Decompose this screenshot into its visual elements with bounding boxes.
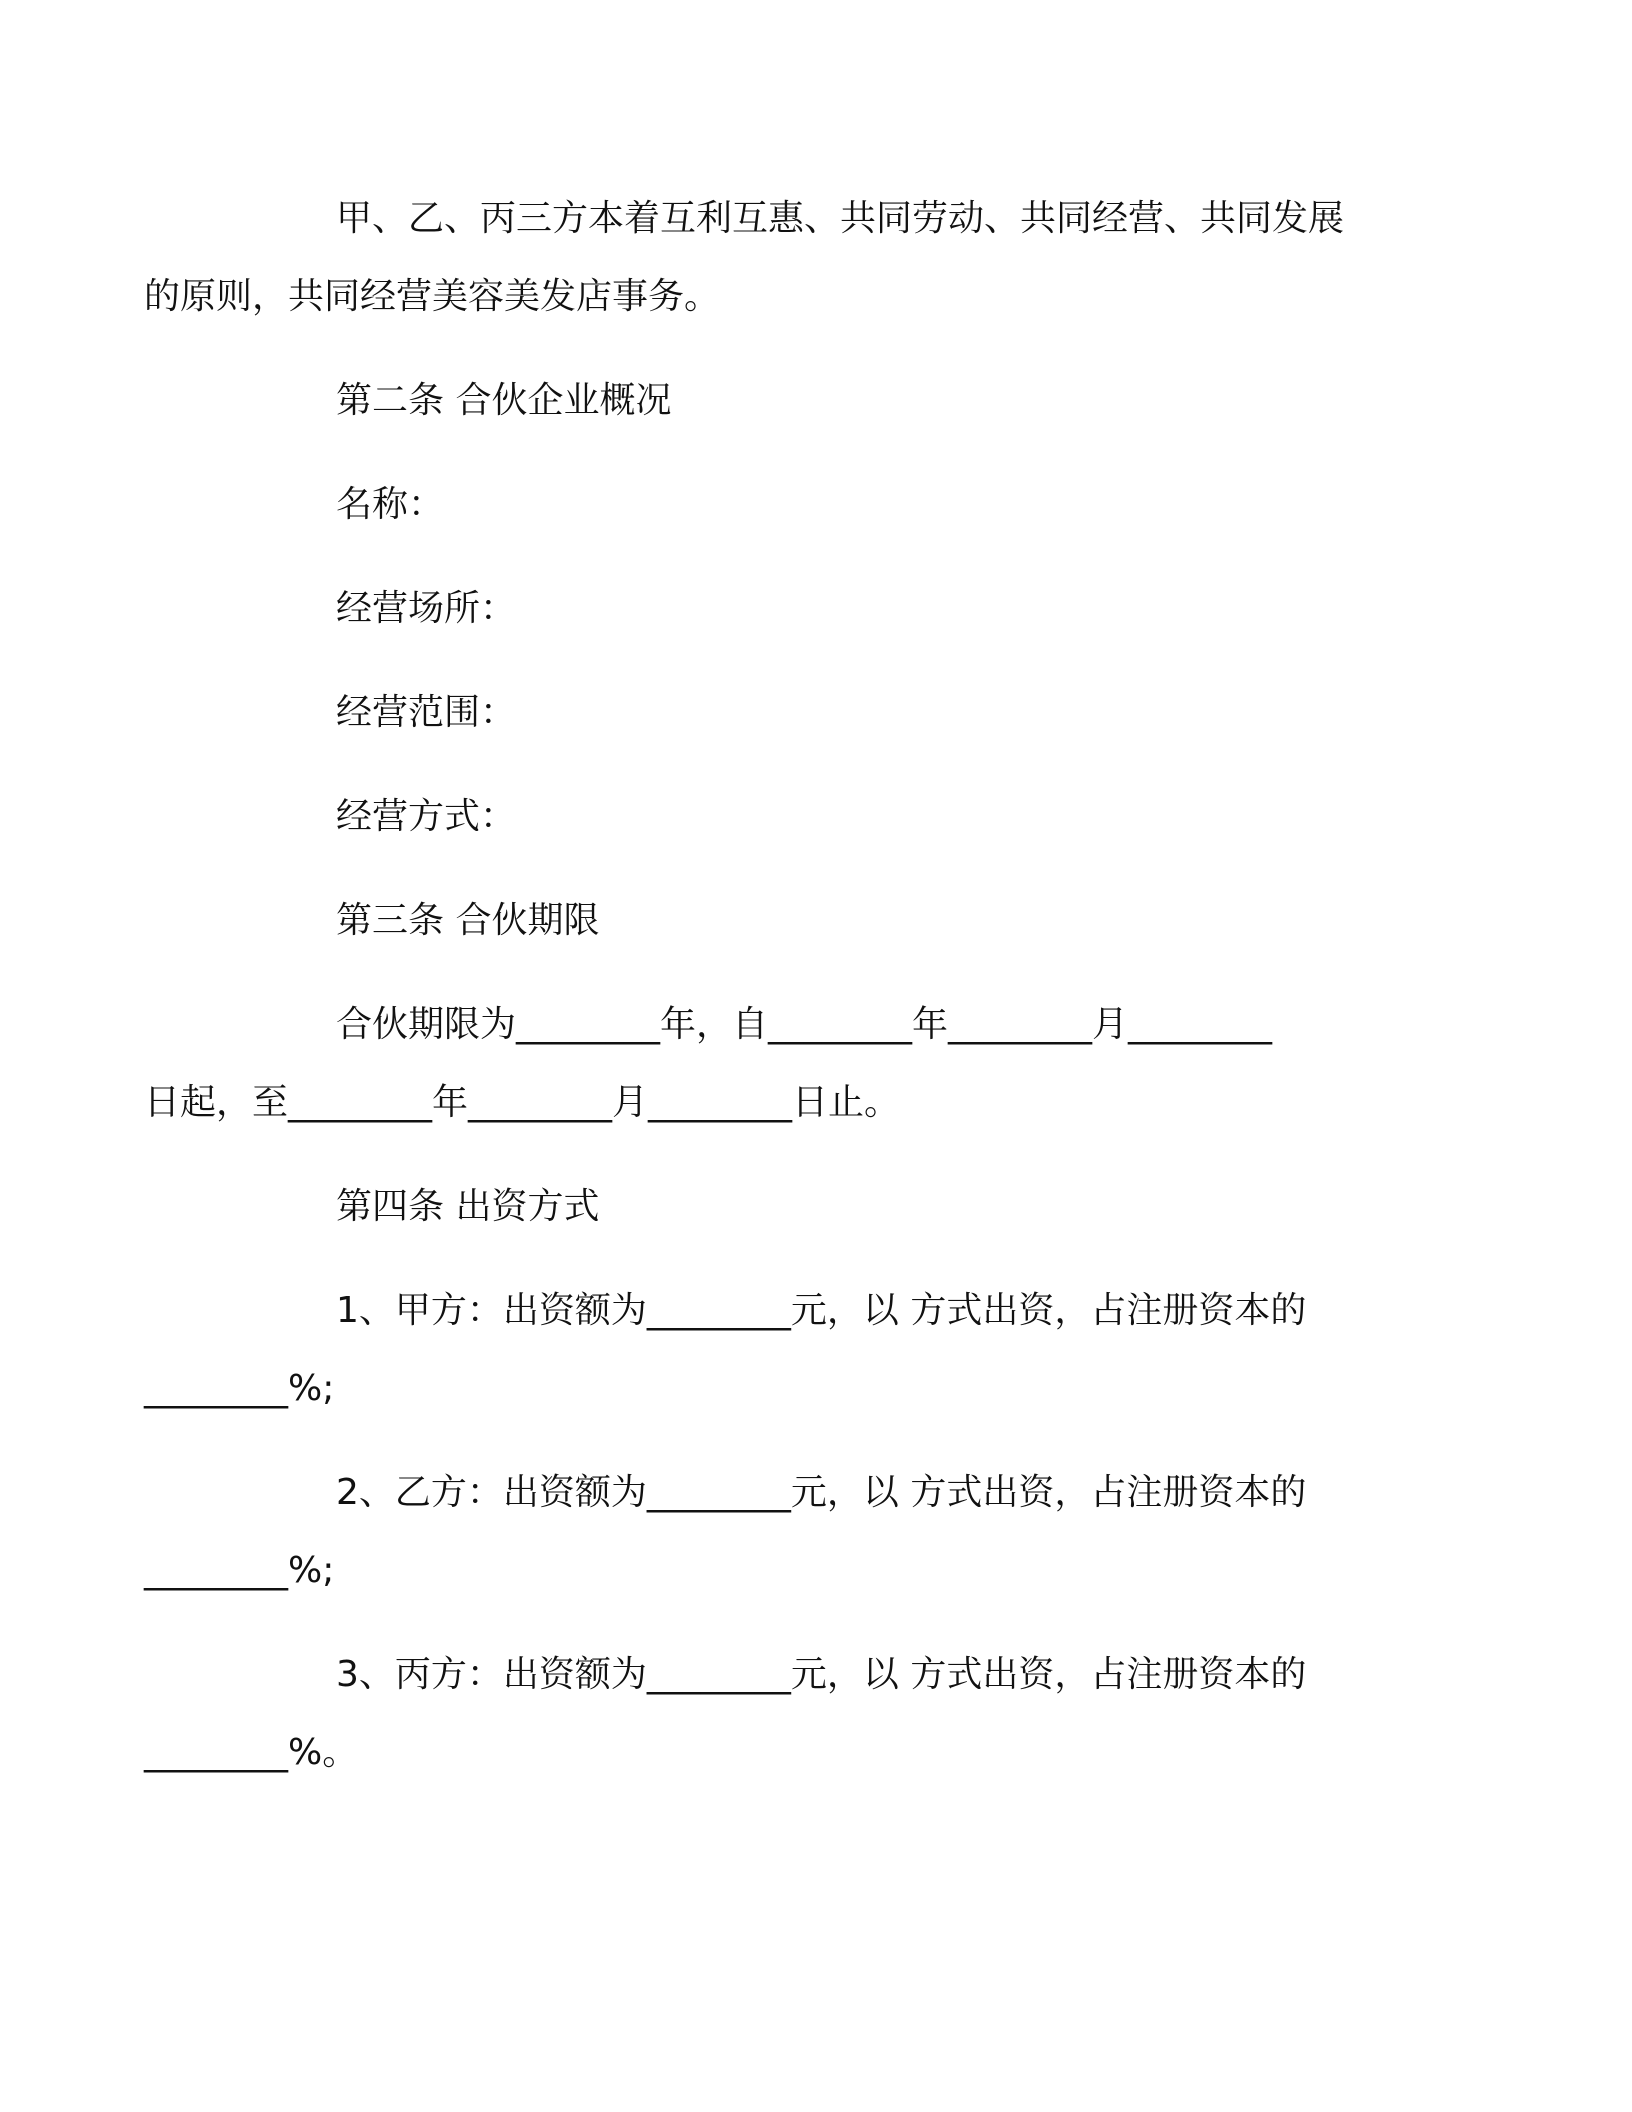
field-mode-label: 经营方式：: [336, 796, 517, 837]
term-line-1: 合伙期限为________年，自________年________月________: [336, 1004, 1273, 1045]
party-c-line-2: ________%。: [144, 1732, 359, 1773]
party-c-paragraph: [144, 1636, 1370, 1792]
field-scope-label: 经营范围：: [336, 692, 517, 733]
principle-line-1: 甲、乙、丙三方本着互利互惠、共同劳动、共同经营、共同发展: [336, 198, 1345, 239]
party-b-line-2: ________%;: [144, 1550, 335, 1591]
document-page: [144, 180, 1370, 1818]
party-a-line-1: 1、甲方：出资额为________元，以 方式出资，占注册资本的: [336, 1290, 1307, 1331]
field-mode: [240, 778, 1370, 856]
article-3-heading: [240, 882, 1370, 960]
article-3-heading-text: 第三条 合伙期限: [336, 900, 600, 941]
principle-paragraph: [144, 180, 1370, 336]
party-a-paragraph: [144, 1272, 1370, 1428]
field-name-label: 名称：: [336, 484, 445, 525]
field-location-label: 经营场所：: [336, 588, 517, 629]
article-4-heading: [240, 1168, 1370, 1246]
term-paragraph: [144, 986, 1370, 1142]
party-b-line-1: 2、乙方：出资额为________元，以 方式出资，占注册资本的: [336, 1472, 1307, 1513]
article-2-heading-text: 第二条 合伙企业概况: [336, 380, 672, 421]
term-line-2: 日起，至________年________月________日止。: [144, 1082, 901, 1123]
field-name: [240, 466, 1370, 544]
field-scope: [240, 674, 1370, 752]
party-a-line-2: ________%;: [144, 1368, 335, 1409]
party-b-paragraph: [144, 1454, 1370, 1610]
principle-line-2: 的原则，共同经营美容美发店事务。: [144, 276, 721, 317]
article-4-heading-text: 第四条 出资方式: [336, 1186, 600, 1227]
field-location: [240, 570, 1370, 648]
article-2-heading: [240, 362, 1370, 440]
party-c-line-1: 3、丙方：出资额为________元，以 方式出资，占注册资本的: [336, 1654, 1307, 1695]
